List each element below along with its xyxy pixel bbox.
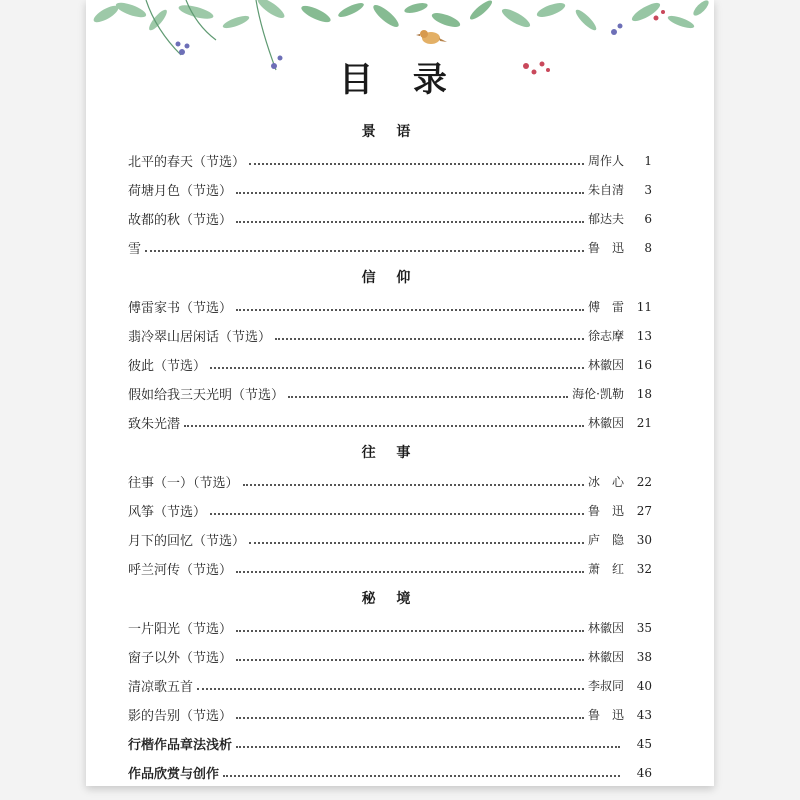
dot-leader	[236, 629, 584, 632]
dot-leader	[236, 716, 584, 719]
toc-entry[interactable]	[128, 642, 652, 671]
entry-title: 翡冷翠山居闲话（节选）	[128, 330, 272, 345]
entry-title: 影的告别（节选）	[128, 709, 233, 724]
entry-author: 鲁 迅	[587, 241, 624, 255]
entry-author: 鲁 迅	[587, 504, 624, 518]
entry-page: 18	[636, 386, 652, 401]
entry-title: 致朱光潜	[128, 417, 181, 432]
toc-page	[86, 0, 714, 786]
section-heading: 景 语	[361, 124, 419, 140]
toc-entry[interactable]	[128, 408, 652, 437]
dot-leader	[236, 191, 584, 194]
entry-page: 8	[644, 240, 652, 255]
toc-entry[interactable]	[128, 467, 652, 496]
toc-entry[interactable]	[128, 613, 652, 642]
page-title: 目 录	[339, 60, 461, 100]
entry-page: 46	[636, 765, 652, 780]
appendix-entries	[128, 729, 652, 787]
toc-entry[interactable]	[128, 758, 652, 787]
toc-entry[interactable]	[128, 700, 652, 729]
dot-leader	[249, 541, 584, 544]
leaf-center-cluster	[299, 0, 494, 30]
dot-leader	[236, 745, 620, 748]
dot-leader	[197, 687, 584, 690]
dot-leader	[243, 483, 584, 486]
entry-page: 3	[644, 182, 652, 197]
entry-title: 北平的春天（节选）	[128, 155, 246, 170]
entry-title: 作品欣赏与创作	[128, 767, 220, 782]
entry-title: 假如给我三天光明（节选）	[128, 388, 285, 403]
entry-author: 傅 雷	[587, 300, 624, 314]
toc-entry[interactable]	[128, 233, 652, 262]
entry-page: 30	[636, 532, 652, 547]
toc-section	[128, 264, 652, 437]
entry-page: 45	[636, 736, 652, 751]
entry-author: 郁达夫	[587, 212, 624, 226]
entry-title: 傅雷家书（节选）	[128, 301, 233, 316]
entry-page: 40	[636, 678, 652, 693]
table-of-contents	[128, 116, 652, 787]
entry-author: 周作人	[587, 154, 624, 168]
entry-page: 27	[636, 503, 652, 518]
entry-page: 11	[636, 299, 652, 314]
dot-leader	[275, 337, 584, 340]
entry-page: 38	[636, 649, 652, 664]
section-heading: 往 事	[361, 445, 419, 461]
dot-leader	[236, 570, 584, 573]
toc-entry[interactable]	[128, 671, 652, 700]
entry-title: 一片阳光（节选）	[128, 622, 233, 637]
toc-entry[interactable]	[128, 175, 652, 204]
dot-leader	[210, 366, 584, 369]
entry-title: 清凉歌五首	[128, 680, 194, 695]
entry-title: 雪	[128, 242, 142, 257]
toc-entry[interactable]	[128, 321, 652, 350]
dot-leader	[249, 162, 584, 165]
dot-leader	[223, 774, 620, 777]
entry-title: 行楷作品章法浅析	[128, 738, 233, 753]
entry-title: 呼兰河传（节选）	[128, 563, 233, 578]
entry-title: 故都的秋（节选）	[128, 213, 233, 228]
toc-section	[128, 118, 652, 262]
leaf-left-cluster	[91, 0, 287, 33]
section-heading: 信 仰	[361, 270, 419, 286]
entry-author: 林徽因	[587, 650, 624, 664]
dot-leader	[236, 220, 584, 223]
entry-page: 1	[644, 153, 652, 168]
entry-author: 朱自清	[587, 183, 624, 197]
leaf-right-cluster	[500, 0, 711, 33]
dot-leader	[236, 308, 584, 311]
entry-author: 庐 隐	[587, 533, 624, 547]
entry-page: 22	[636, 474, 652, 489]
entry-author: 林徽因	[587, 416, 624, 430]
entry-author: 林徽因	[587, 358, 624, 372]
entry-title: 往事（一）（节选）	[128, 476, 239, 491]
entry-page: 35	[636, 620, 652, 635]
toc-entry[interactable]	[128, 379, 652, 408]
entry-page: 13	[636, 328, 652, 343]
toc-section	[128, 585, 652, 729]
section-heading: 秘 境	[361, 591, 419, 607]
entry-page: 43	[636, 707, 652, 722]
entry-title: 风筝（节选）	[128, 505, 207, 520]
toc-entry[interactable]	[128, 350, 652, 379]
entry-author: 徐志摩	[587, 329, 624, 343]
dot-leader	[145, 249, 584, 252]
entry-page: 16	[636, 357, 652, 372]
entry-author: 冰 心	[587, 475, 624, 489]
entry-title: 荷塘月色（节选）	[128, 184, 233, 199]
toc-entry[interactable]	[128, 525, 652, 554]
entry-title: 窗子以外（节选）	[128, 651, 233, 666]
entry-author: 鲁 迅	[587, 708, 624, 722]
entry-page: 6	[644, 211, 652, 226]
toc-section	[128, 439, 652, 583]
entry-author: 林徽因	[587, 621, 624, 635]
entry-title: 彼此（节选）	[128, 359, 207, 374]
entry-page: 32	[636, 561, 652, 576]
entry-author: 李叔同	[587, 679, 624, 693]
toc-entry[interactable]	[128, 496, 652, 525]
entry-page: 21	[636, 415, 652, 430]
dot-leader	[288, 395, 568, 398]
toc-entry[interactable]	[128, 146, 652, 175]
toc-entry[interactable]	[128, 729, 652, 758]
toc-entry[interactable]	[128, 554, 652, 583]
bird-icon	[416, 30, 447, 44]
dot-leader	[210, 512, 584, 515]
entry-author: 萧 红	[587, 562, 624, 576]
toc-entry[interactable]	[128, 204, 652, 233]
dot-leader	[236, 658, 584, 661]
dot-leader	[184, 424, 584, 427]
entry-title: 月下的回忆（节选）	[128, 534, 246, 549]
entry-author: 海伦·凯勒	[572, 387, 624, 401]
toc-entry[interactable]	[128, 292, 652, 321]
